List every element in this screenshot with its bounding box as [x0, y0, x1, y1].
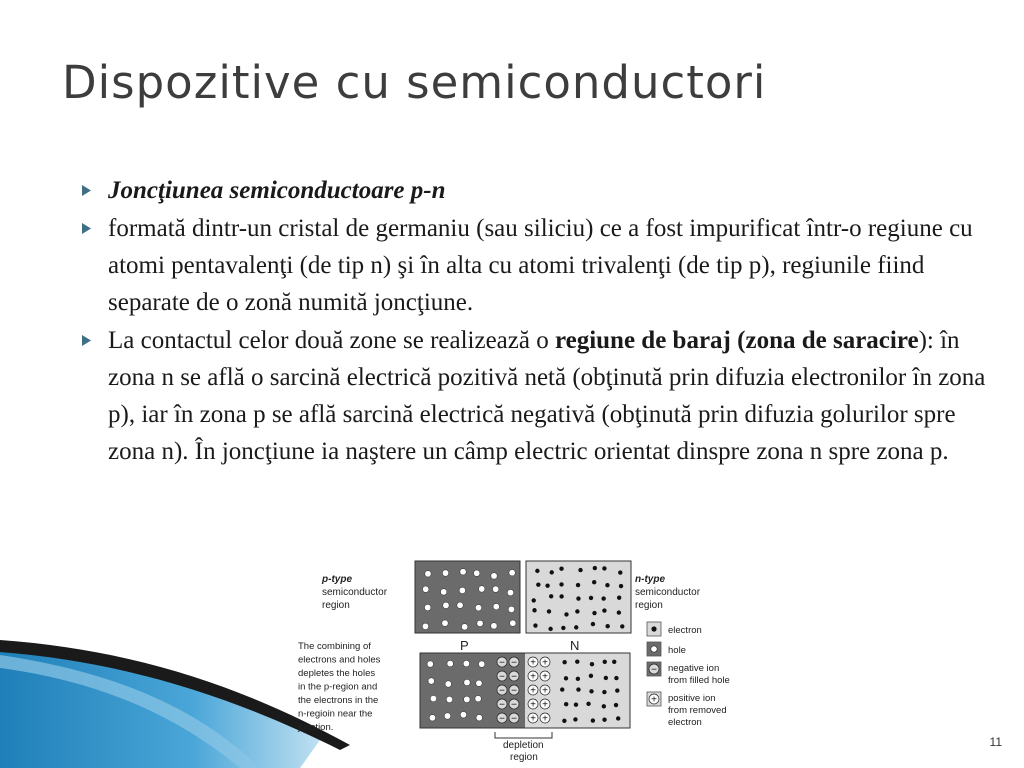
hole-dot: [475, 695, 481, 701]
bullet-text: La contactul celor două zone se realizează o regiune de baraj (zona de saracire): în zona n se află o sarcină electrică pozitivă netă (obţinută prin difuzia electronilor în zona p), iar în zona p se află sarcină electrică negativă (obţinută prin difuzia golurilor spre zona n). În joncţiune ia naştere un câmp electric orientat dinspre zona n spre zona p.: [108, 327, 986, 465]
electron-dot: [559, 567, 563, 571]
electron-dot: [602, 718, 606, 722]
pn-junction-figure: [290, 558, 750, 763]
electron-dot: [617, 596, 621, 600]
hole-dot: [459, 587, 465, 593]
hole-dot: [428, 678, 434, 684]
electron-dot: [614, 703, 618, 707]
electron-dot: [548, 627, 552, 631]
electron-dot: [602, 690, 606, 694]
electron-dot: [589, 689, 593, 693]
electron-dot: [605, 624, 609, 628]
electron-dot: [564, 612, 568, 616]
electron-dot: [605, 583, 609, 587]
hole-dot: [422, 586, 428, 592]
electron-dot: [532, 608, 536, 612]
hole-dot: [476, 715, 482, 721]
electron-dot: [560, 687, 564, 691]
electron-dot: [601, 596, 605, 600]
svg-text:−: −: [499, 713, 505, 725]
electron-dot: [574, 625, 578, 629]
hole-dot: [460, 712, 466, 718]
hole-dot: [475, 605, 481, 611]
bullet-arrow-icon: [82, 322, 91, 346]
electron-dot: [535, 569, 539, 573]
svg-text:positive ion: positive ion: [668, 693, 716, 704]
electron-dot: [549, 594, 553, 598]
bullet-item: [80, 172, 995, 209]
electron-dot: [547, 609, 551, 613]
hole-dot: [491, 623, 497, 629]
combining-text-line: depletes the holes: [298, 668, 376, 679]
svg-text:electron: electron: [668, 625, 702, 636]
electron-dot: [591, 718, 595, 722]
hole-dot: [463, 660, 469, 666]
hole-dot: [446, 696, 452, 702]
hole-dot: [445, 681, 451, 687]
electron-dot: [593, 566, 597, 570]
bullet-item: [80, 210, 993, 321]
electron-dot: [576, 677, 580, 681]
electron-dot: [590, 662, 594, 666]
hole-dot: [444, 713, 450, 719]
svg-text:+: +: [530, 657, 536, 669]
electron-dot: [575, 609, 579, 613]
slide-content: [80, 172, 995, 471]
bullet-arrow-icon: [82, 210, 91, 234]
svg-text:from removed: from removed: [668, 705, 727, 716]
hole-dot: [477, 620, 483, 626]
electron-dot: [564, 702, 568, 706]
electron-dot: [592, 611, 596, 615]
slide-title: Dispozitive cu semiconductori: [62, 56, 767, 109]
electron-dot: [536, 582, 540, 586]
bullet-item: [80, 322, 993, 470]
electron-dot: [545, 584, 549, 588]
svg-text:P: P: [460, 638, 469, 653]
hole-dot: [479, 586, 485, 592]
hole-dot: [443, 602, 449, 608]
hole-dot: [425, 571, 431, 577]
combining-text-line: electrons and holes: [298, 654, 381, 666]
bullet-text: formată dintr-un cristal de germaniu (sau siliciu) ce a fost impurificat într-o regiune cu atomi pentavalenţi (de tip n) şi în alta cu atomi trivalenţi (de tip p), regiunile fiind separate de o zonă numită joncţiune.: [108, 215, 973, 316]
hole-dot: [493, 603, 499, 609]
electron-dot: [559, 594, 563, 598]
hole-dot: [442, 620, 448, 626]
electron-dot: [614, 676, 618, 680]
electron-dot: [576, 687, 580, 691]
svg-text:−: −: [499, 699, 505, 711]
electron-dot: [615, 688, 619, 692]
electron-dot: [612, 660, 616, 664]
electron-dot: [620, 624, 624, 628]
hole-dot: [464, 679, 470, 685]
hole-dot: [507, 589, 513, 595]
electron-dot: [561, 626, 565, 630]
svg-text:hole: hole: [668, 645, 686, 656]
svg-text:region: region: [510, 752, 538, 763]
hole-dot: [479, 661, 485, 667]
electron-dot: [602, 566, 606, 570]
svg-text:+: +: [530, 671, 536, 683]
svg-text:negative ion: negative ion: [668, 663, 720, 674]
svg-text:+: +: [542, 713, 548, 725]
electron-dot: [592, 580, 596, 584]
svg-text:−: −: [511, 657, 517, 669]
hole-dot: [460, 569, 466, 575]
electron-dot: [619, 584, 623, 588]
bold-term: regiune de baraj: [554, 327, 731, 354]
svg-text:n-type: n-type: [635, 574, 665, 585]
combining-text-line: n-regioin near the: [298, 708, 373, 720]
electron-dot: [576, 596, 580, 600]
electron-dot: [616, 716, 620, 720]
electron-dot: [532, 598, 536, 602]
svg-text:+: +: [651, 694, 657, 706]
electron-dot: [618, 570, 622, 574]
svg-text:region: region: [635, 600, 663, 611]
bullet-text: Joncţiunea semiconductoare p-n: [108, 177, 446, 204]
hole-dot: [447, 660, 453, 666]
svg-text:+: +: [542, 699, 548, 711]
electron-dot: [573, 717, 577, 721]
hole-dot: [442, 570, 448, 576]
electron-dot: [603, 660, 607, 664]
svg-text:+: +: [530, 699, 536, 711]
hole-dot: [476, 680, 482, 686]
hole-dot: [509, 570, 515, 576]
electron-dot: [562, 660, 566, 664]
hole-dot: [474, 570, 480, 576]
svg-text:−: −: [511, 699, 517, 711]
electron-dot: [533, 623, 537, 627]
svg-text:region: region: [322, 600, 350, 611]
hole-dot: [422, 623, 428, 629]
electron-dot: [564, 676, 568, 680]
electron-dot: [591, 622, 595, 626]
svg-text:semiconductor: semiconductor: [322, 587, 388, 598]
svg-text:−: −: [511, 685, 517, 697]
hole-dot: [441, 589, 447, 595]
combining-text-line: junction.: [298, 722, 334, 733]
electron-dot: [575, 660, 579, 664]
svg-text:depletion: depletion: [503, 740, 544, 751]
combining-text-line: in the p-region and: [298, 681, 378, 693]
svg-text:p-type: p-type: [322, 574, 352, 585]
combining-text-line: The combining of: [298, 641, 371, 652]
bullet-arrow-icon: [82, 172, 91, 196]
hole-dot: [508, 606, 514, 612]
electron-dot: [562, 719, 566, 723]
combining-text-line: the electrons in the: [298, 695, 379, 706]
svg-text:−: −: [499, 685, 505, 697]
svg-text:−: −: [499, 657, 505, 669]
svg-text:+: +: [530, 713, 536, 725]
hole-dot: [429, 715, 435, 721]
electron-dot: [602, 608, 606, 612]
electron-dot: [602, 704, 606, 708]
electron-dot: [550, 570, 554, 574]
bold-term: zona de saracire: [745, 327, 919, 354]
hole-dot: [457, 602, 463, 608]
electron-dot: [578, 568, 582, 572]
electron-dot: [604, 676, 608, 680]
svg-text:+: +: [542, 657, 548, 669]
electron-dot: [576, 583, 580, 587]
svg-text:−: −: [651, 664, 657, 676]
hole-dot: [424, 604, 430, 610]
electron-dot: [589, 674, 593, 678]
slide-number: 11: [989, 735, 1002, 749]
hole-dot: [430, 695, 436, 701]
electron-dot: [586, 702, 590, 706]
svg-text:−: −: [511, 713, 517, 725]
svg-text:from filled hole: from filled hole: [668, 675, 730, 686]
hole-dot: [491, 573, 497, 579]
svg-text:+: +: [542, 685, 548, 697]
svg-text:semiconductor: semiconductor: [635, 587, 701, 598]
electron-dot: [574, 703, 578, 707]
hole-dot: [464, 696, 470, 702]
electron-dot: [589, 596, 593, 600]
svg-text:−: −: [511, 671, 517, 683]
svg-text:N: N: [570, 638, 580, 653]
electron-dot: [617, 610, 621, 614]
hole-dot: [510, 620, 516, 626]
hole-dot: [427, 661, 433, 667]
svg-text:electron: electron: [668, 717, 702, 728]
hole-dot: [461, 624, 467, 630]
electron-dot: [559, 582, 563, 586]
svg-text:+: +: [530, 685, 536, 697]
hole-dot: [492, 586, 498, 592]
svg-text:−: −: [499, 671, 505, 683]
svg-text:+: +: [542, 671, 548, 683]
